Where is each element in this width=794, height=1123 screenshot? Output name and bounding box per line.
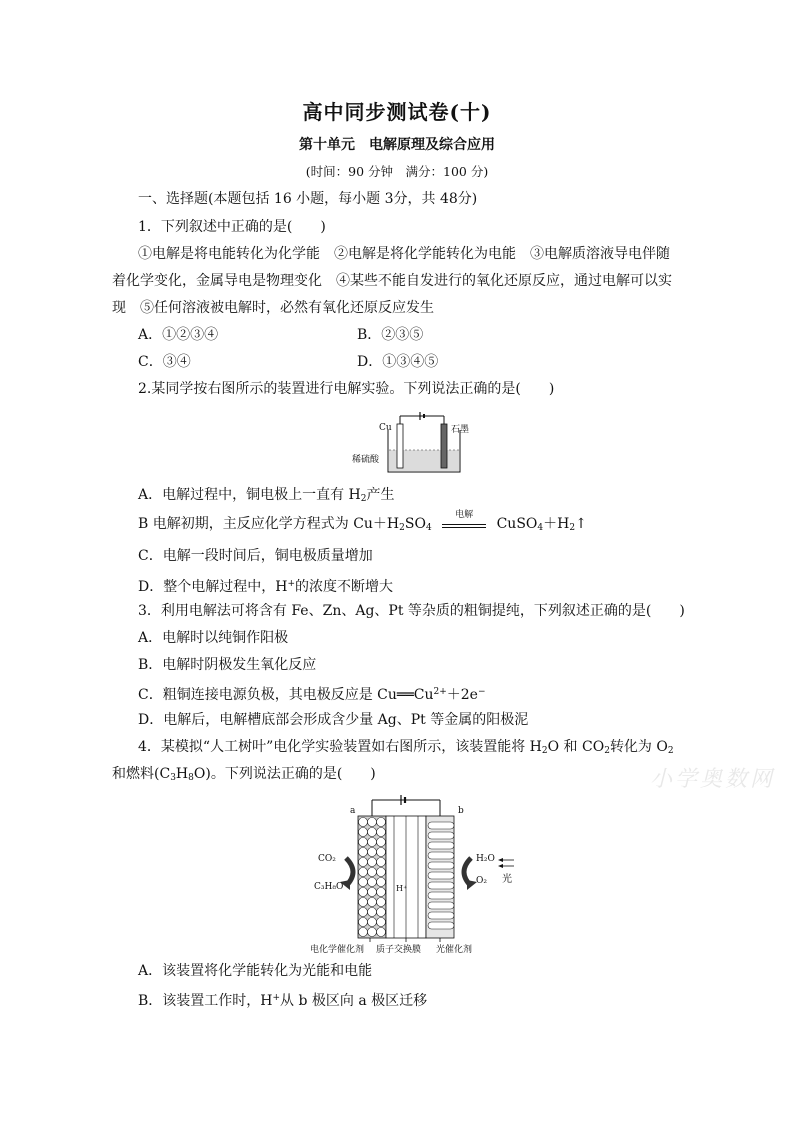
fig-co2-label: CO₂ — [318, 854, 336, 864]
unit-subtitle: 第十单元 电解原理及综合应用 — [299, 137, 495, 153]
fig-graphite-label: 石墨 — [451, 425, 470, 435]
q1-option-c: C．③④ — [138, 354, 191, 370]
fig-h2o-label: H₂O — [476, 854, 495, 864]
q1-stem: 1．下列叙述中正确的是( ) — [138, 219, 326, 235]
q2-option-d: D．整个电解过程中，H+的浓度不断增大 — [138, 579, 393, 595]
q2-option-b: B 电解初期，主反应化学方程式为 $Cu+H_2SO_4$ 电解 $CuSO_4+H_2↑$ — [138, 510, 587, 533]
q2-stem: 2.某同学按右图所示的装置进行电解实验。下列说法正确的是( ) — [138, 381, 555, 397]
reaction-equals-sign: 电解 — [442, 515, 486, 528]
q3-option-b: B．电解时阴极发生氧化反应 — [138, 657, 317, 673]
fig-light-label: 光 — [502, 874, 512, 885]
fig-c3h8o-label: C₃H₈O — [314, 882, 344, 892]
watermark: 小学奥数网 — [650, 767, 776, 792]
q1-body-line1: ①电解是将电能转化为化学能 ②电解是将化学能转化为电能 ③电解质溶液导电伴随 — [138, 246, 670, 262]
q4-option-b: B．该装置工作时，H+从 b 极区向 a 极区迁移 — [138, 993, 428, 1009]
fig-membrane-label: 质子交换膜 — [376, 945, 422, 955]
q4-stem-line1: 4．某模拟“人工树叶”电化学实验装置如右图所示，该装置能将 $H_2O$ 和 $CO_2$转化为 $O_2$ — [138, 739, 674, 756]
q3-option-a: A．电解时以纯铜作阳极 — [138, 630, 289, 646]
time-info: (时间：90 分钟 满分：100 分) — [305, 164, 489, 179]
q2-option-a: A．电解过程中，铜电极上一直有 $H_2$产生 — [138, 487, 395, 504]
fig-electrode-a-label: a — [350, 806, 356, 816]
q1-body-line2: 着化学变化，金属导电是物理变化 ④某些不能自发进行的氧化还原反应，通过电解可以实 — [112, 273, 672, 289]
q2-option-c: C．电解一段时间后，铜电极质量增加 — [138, 548, 373, 564]
artificial-leaf-figure — [306, 792, 521, 955]
fig-photocatalyst-label: 光催化剂 — [436, 945, 473, 955]
fig-hplus-label: H⁺ — [396, 884, 408, 893]
q1-body-line3: 现 ⑤任何溶液被电解时，必然有氧化还原反应发生 — [112, 300, 434, 316]
q1-option-a: A．①②③④ — [138, 327, 219, 343]
fig-electrode-b-label: b — [458, 806, 464, 816]
fig-cu-label: Cu — [379, 423, 392, 433]
q3-option-c: C．粗铜连接电源负极，其电极反应是 $Cu══Cu^{2+}+2e^-$ — [138, 687, 486, 703]
electrolysis-cell-figure — [348, 410, 478, 475]
q3-option-d: D．电解后，电解槽底部会形成含少量 Ag、Pt 等金属的阳极泥 — [138, 712, 529, 728]
fig-acid-label: 稀硫酸 — [352, 455, 380, 465]
q1-option-d: D．①③④⑤ — [357, 354, 439, 370]
q3-stem: 3．利用电解法可将含有 Fe、Zn、Ag、Pt 等杂质的粗铜提纯，下列叙述正确的是( ) — [138, 603, 685, 619]
section-heading: 一、选择题(本题包括 16 小题，每小题 3分，共 48分) — [138, 191, 478, 207]
fig-o2-label: O₂ — [476, 876, 487, 886]
q4-option-a: A．该装置将化学能转化为光能和电能 — [138, 963, 373, 979]
page-title: 高中同步测试卷(十) — [302, 100, 492, 124]
fig-electrocatalyst-label: 电化学催化剂 — [310, 945, 365, 955]
q4-stem-line2: 和燃料$(C_3H_8O)$。下列说法正确的是( ) — [112, 766, 376, 783]
q1-option-b: B．②③⑤ — [357, 327, 424, 343]
